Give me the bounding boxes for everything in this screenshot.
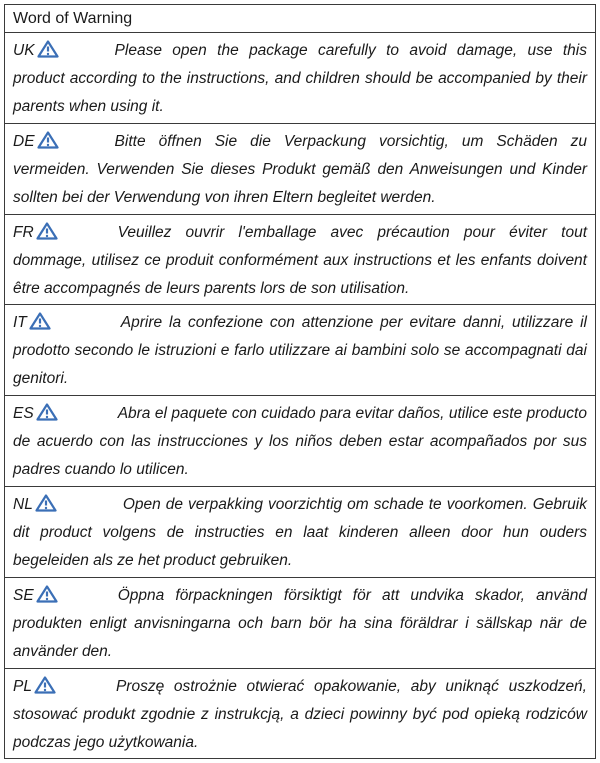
warning-text: Aprire la confezione con attenzione per evitare danni, utilizzare il prodotto secondo le istruzioni e farlo utilizzare ai bambini solo se accompagnati dai genitori.	[13, 314, 587, 388]
warning-row-es	[5, 396, 595, 487]
warning-text: Proszę ostrożnie otwierać opakowanie, aby uniknąć uszkodzeń, stosować produkt zgodnie z instrukcją, a dzieci powinny być pod opieką rodziców podczas jego użytkowania.	[13, 677, 587, 751]
warning-text: Open de verpakking voorzichtig om schade te voorkomen. Gebruik dit product volgens de instructies en laat kinderen alleen door hun ouders begeleiden als ze het product gebruiken.	[13, 495, 587, 569]
language-code: PL	[13, 677, 32, 695]
warning-row-de	[5, 124, 595, 215]
warning-row-fr	[5, 215, 595, 306]
warning-triangle-icon	[36, 222, 58, 240]
warning-row-pl	[5, 669, 595, 760]
warning-triangle-icon	[34, 676, 56, 694]
warning-triangle-icon	[36, 403, 58, 421]
warning-text: Please open the package carefully to avoid damage, use this product according to the instructions, and children should be accompanied by their parents when using it.	[13, 42, 587, 115]
language-code: ES	[13, 405, 34, 423]
warning-triangle-icon	[35, 494, 57, 512]
warning-row-nl	[5, 487, 595, 578]
language-code: FR	[13, 223, 34, 241]
language-code: DE	[13, 132, 35, 150]
warning-text: Bitte öffnen Sie die Verpackung vorsichtig, um Schäden zu vermeiden. Verwenden Sie dieses Produkt gemäß den Anweisungen und Kinder sollten bei der Verwendung von ihren Eltern begleitet werden.	[13, 132, 587, 206]
language-code: NL	[13, 495, 33, 513]
warning-triangle-icon	[37, 40, 59, 58]
language-code: SE	[13, 586, 34, 604]
warning-text: Abra el paquete con cuidado para evitar daños, utilice este producto de acuerdo con las instrucciones y los niños deben estar acompañados por sus padres cuando lo utilicen.	[13, 405, 587, 479]
warning-text: Öppna förpackningen försiktigt för att undvika skador, använd produkten enligt anvisningarna och barn bör ha sina föräldrar i sällskap när de använder den.	[13, 586, 587, 660]
warning-triangle-icon	[37, 131, 59, 149]
warning-text: Veuillez ouvrir l'emballage avec précaution pour éviter tout dommage, utilisez ce produit conformément aux instructions et les enfants doivent être accompagnés de leurs parents lors de son utilisation.	[13, 223, 587, 297]
warning-triangle-icon	[36, 585, 58, 603]
warning-triangle-icon	[29, 312, 51, 330]
table-title: Word of Warning	[5, 5, 595, 33]
warning-row-uk	[5, 33, 595, 124]
warning-row-se	[5, 578, 595, 669]
language-code: IT	[13, 314, 27, 332]
language-code: UK	[13, 42, 35, 59]
warning-row-it	[5, 305, 595, 396]
warning-table	[4, 4, 596, 759]
